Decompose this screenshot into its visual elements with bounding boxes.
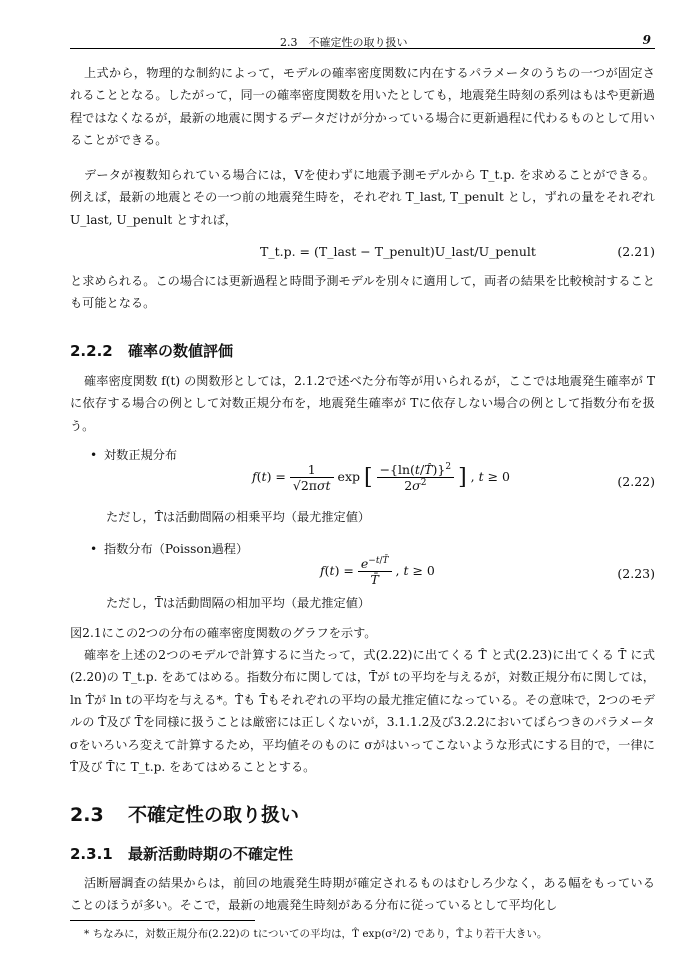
bullet-exponential-label: 指数分布（Poisson過程） (104, 542, 249, 556)
page-number: 9 (642, 33, 651, 47)
section-number: 2.3 (70, 804, 104, 826)
running-head (70, 32, 655, 49)
equation-2-21-number: (2.21) (617, 244, 655, 259)
equation-2-21 (70, 244, 655, 264)
paragraph-4: 確率密度関数 f(t) の関数形としては，2.1.2で述べた分布等が用いられるが，ここでは地震発生確率が Tに依存する場合の例として対数正規分布を，地震発生確率が Tに依存しない場合の例として指数分布を扱う。 (70, 374, 655, 433)
bullet-dot: • (90, 542, 98, 556)
bullet-lognormal (90, 446, 177, 463)
subsection-heading-2-3-1 (70, 843, 293, 864)
equation-2-22 (70, 462, 655, 502)
equation-2-21-body: T_t.p. = (T_last − T_penult)U_last/U_penult (260, 244, 536, 259)
running-head-section: 2.3 不確定性の取り扱い (280, 36, 408, 49)
subsection-title: 最新活動時期の不確定性 (128, 845, 294, 863)
equation-2-23 (70, 556, 655, 592)
equation-2-22-number: (2.22) (617, 474, 655, 489)
paragraph-3: と求められる。この場合には更新過程と時間予測モデルを別々に適用して，両者の結果を比較検討することも可能となる。 (70, 274, 655, 311)
lognormal-note: ただし，T̂は活動間隔の相乗平均（最尤推定値） (106, 510, 371, 524)
equation-2-23-number: (2.23) (617, 566, 655, 581)
footnote: * ちなみに，対数正規分布(2.22)の tについての平均は，T̂ exp(σ²/2) であり，T̂より若干大きい。 (84, 928, 548, 940)
equation-2-23-body: f(t) = $\frac{e^{-t/T̄}}{T̄}$ , t ≥ 0 (320, 556, 435, 588)
subsection-heading-2-2-2 (70, 340, 233, 361)
subsection-title: 確率の数値評価 (128, 342, 234, 360)
subsection-number: 2.2.2 (70, 342, 113, 360)
section-heading-2-3 (70, 800, 299, 827)
bullet-exponential (90, 540, 248, 557)
paragraph-5: 図2.1にこの2つの分布の確率密度関数のグラフを示す。 (70, 626, 377, 640)
paragraph-1: 上式から，物理的な制約によって，モデルの確率密度関数に内在するパラメータのうちの一つが固定されることとなる。したがって，同一の確率密度関数を用いたとしても，地震発生時刻の系列はもはや更新過程ではなくなるが，最新の地震に関するデータだけが分かっている場合に更新過程に代わるものとして用いることができる。 (70, 66, 655, 148)
paragraph-7: 活断層調査の結果からは，前回の地震発生時期が確定されるものはむしろ少なく，ある幅をもっていることのほうが多い。そこで，最新の地震発生時刻がある分布に従っているとして平均化し (70, 876, 655, 913)
equation-2-22-body: f(t) = $\frac{1}{\text{√2πσt}}$ exp [ $\frac{-\{\ln(t/T̂)\}^2}{2\sigma^2}$ ] , t ≥ 0 (252, 462, 510, 494)
subsection-number: 2.3.1 (70, 845, 113, 863)
paragraph-6: 確率を上述の2つのモデルで計算するに当たって，式(2.22)に出てくる T̂ と式(2.23)に出てくる T̄ に式(2.20)の T_t.p. をあてはめる。指数分布に関しては，T̄が tの平均を与えるが，対数正規分布に関しては，ln T̂が ln tの平均を与える*。T̂も T̄もそれぞれの平均の最尤推定値になっている。その意味で，2つのモデルの T̂及び T̄を同様に扱うことは厳密には正しくないが，3.1.1.2及び3.2.2においてばらつきのパラメータ σをいろいろ変えて計算するため，平均値そのものに σがはいってこないような形式にする目的で，一律に T̂及び T̄に T_t.p. をあてはめることとする。 (70, 648, 655, 775)
section-title: 不確定性の取り扱い (128, 804, 300, 826)
exponential-note: ただし，T̄は活動間隔の相加平均（最尤推定値） (106, 596, 371, 610)
paragraph-2: データが複数知られている場合には，Vを使わずに地震予測モデルから T_t.p. を求めることができる。例えば，最新の地震とその一つ前の地震発生時を，それぞれ T_last, T_penult とし，ずれの量をそれぞれ U_last, U_penult とすれば， (70, 168, 655, 227)
bullet-lognormal-label: 対数正規分布 (104, 448, 178, 462)
footnote-rule (70, 920, 255, 921)
bullet-dot: • (90, 448, 98, 462)
